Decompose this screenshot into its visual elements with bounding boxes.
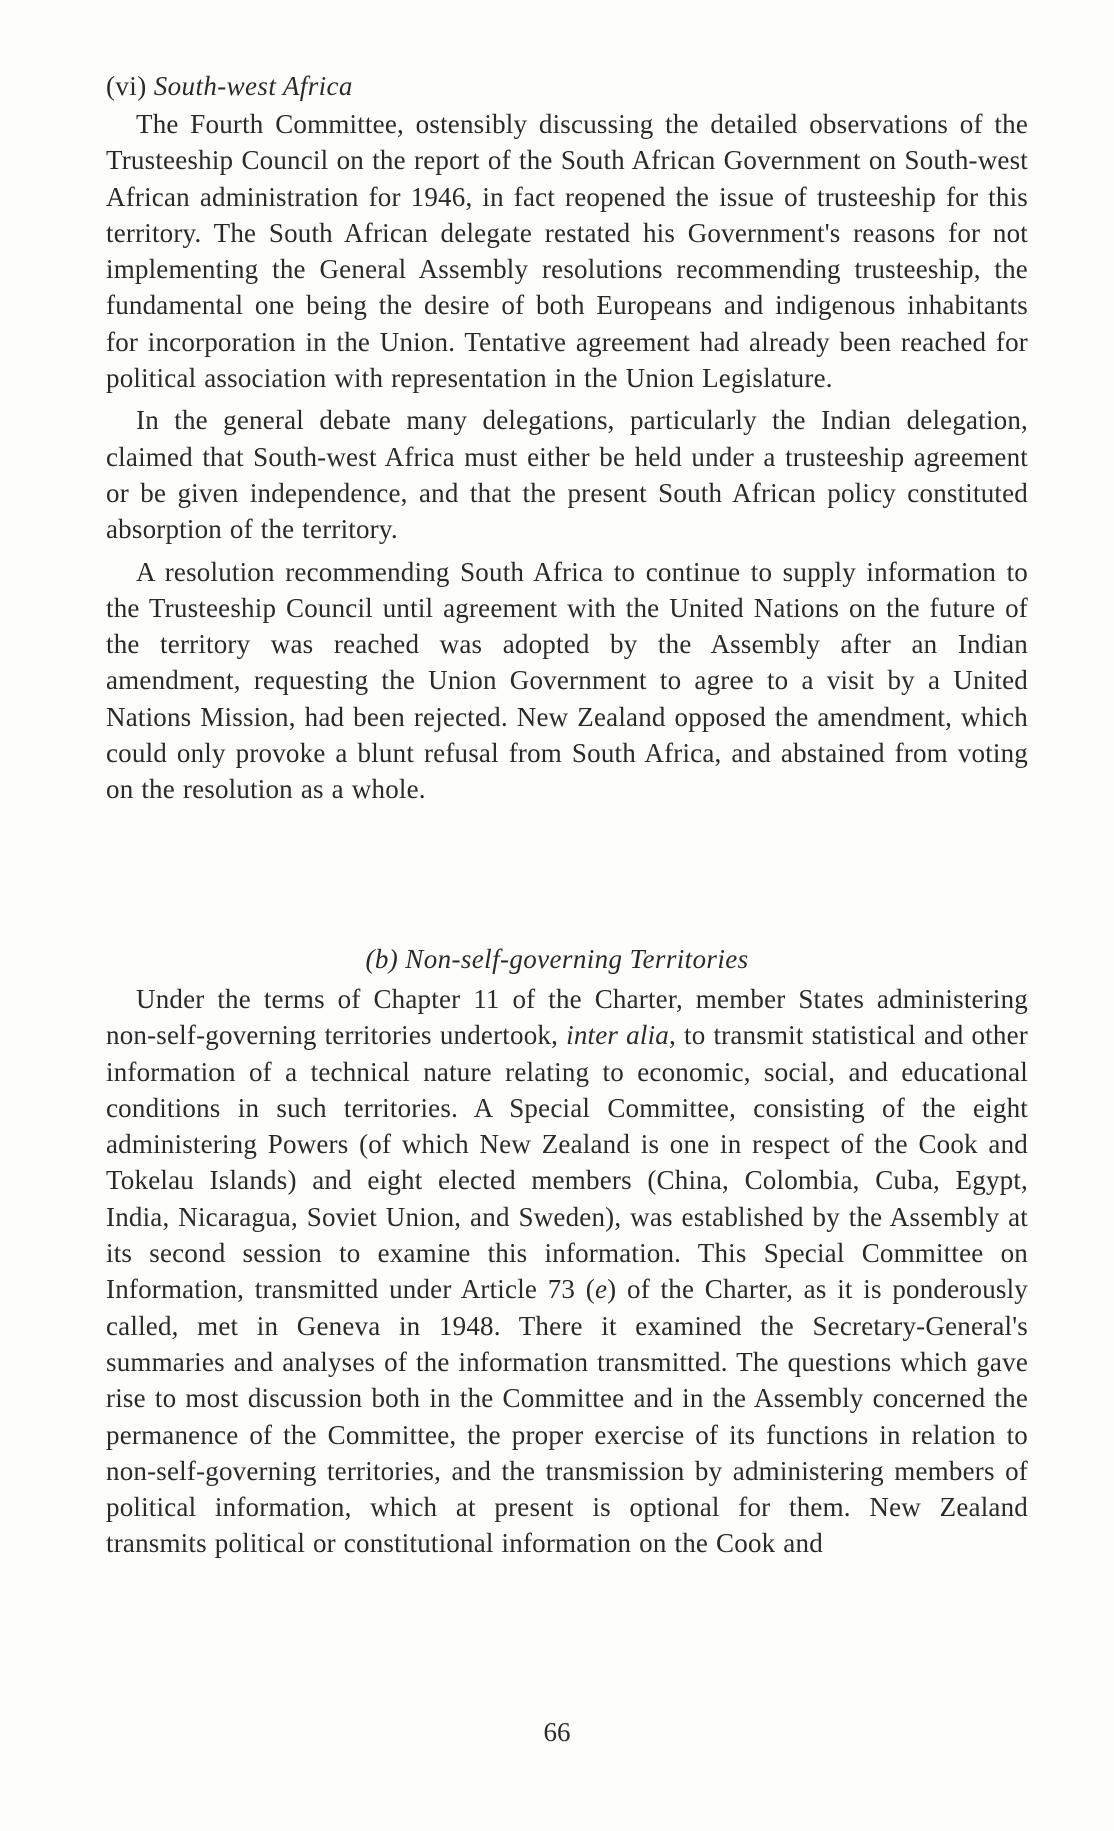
- paragraph: [106, 981, 1028, 1562]
- section-number: (b): [365, 944, 399, 974]
- paragraph: A resolution recommending South Africa to continue to supply information to the Trusteeship Council until agreement with the United Nations on the future of the territory was reached was adopted by the Assembly after an Indian amendment, requesting the Union Government to agree to a visit by a United Nations Mission, had been rejected. New Zealand opposed the amendment, which could only provoke a blunt refusal from South Africa, and abstained from voting on the resolution as a whole.: [106, 556, 1028, 805]
- section-heading-non-self-governing: [0, 941, 1114, 977]
- section-heading-south-west-africa: [106, 68, 353, 104]
- paragraph: In the general debate many delegations, particularly the Indian delegation, claimed that South-west Africa must either be held under a trusteeship agreement or be given independence, and that the present South African policy constituted absorption of the territory.: [106, 405, 1028, 545]
- section-body-south-west-africa: [106, 106, 1028, 808]
- paragraph-text: Under the terms of Chapter 11 of the Charter, member States administering non-self-governing territories undertook,: [106, 984, 1028, 1051]
- latin-phrase: inter alia: [566, 1020, 669, 1051]
- section-title: Non-self-governing Territories: [405, 944, 749, 974]
- paragraph-text: ) of the Charter, as it is ponderously called, met in Geneva in 1948. There it examined the Secretary-General's summaries and analyses of the information transmitted. The questions which gave rise to most discussion both in the Committee and in the Assembly concerned the permanence of the Committee, the proper exercise of its functions in relation to non-self-governing territories, and the transmission by administering members of political information, which at present is optional for them. New Zealand transmits political or constitutional information on the Cook and: [106, 1274, 1029, 1559]
- section-number: (vi): [106, 71, 147, 101]
- paragraph-text: , to transmit statistical and other information of a technical nature relating to economic, social, and educational conditions in such territories. A Special Committee, consisting of the eight administering Powers (of which New Zealand is one in respect of the Cook and Tokelau Islands) and eight elected members (China, Colombia, Cuba, Egypt, India, Nicaragua, Soviet Union, and Sweden), was established by the Assembly at its second session to examine this information. This Special Committee on Information, transmitted under Article 73 (: [106, 1020, 1028, 1305]
- page-number: 66: [543, 1717, 571, 1747]
- article-subsection: e: [594, 1274, 608, 1305]
- section-body-non-self-governing: [106, 981, 1028, 1562]
- section-title: South-west Africa: [153, 71, 353, 101]
- paragraph: The Fourth Committee, ostensibly discussing the detailed observations of the Trusteeship Council on the report of the South African Government on South-west African administration for 1946, in fact reopened the issue of trusteeship for this territory. The South African delegate restated his Government's reasons for not implementing the General Assembly resolutions recommending trusteeship, the fundamental one being the desire of both Europeans and indigenous inhabitants for incorporation in the Union. Tentative agreement had already been reached for political association with representation in the Union Legislature.: [106, 109, 1028, 394]
